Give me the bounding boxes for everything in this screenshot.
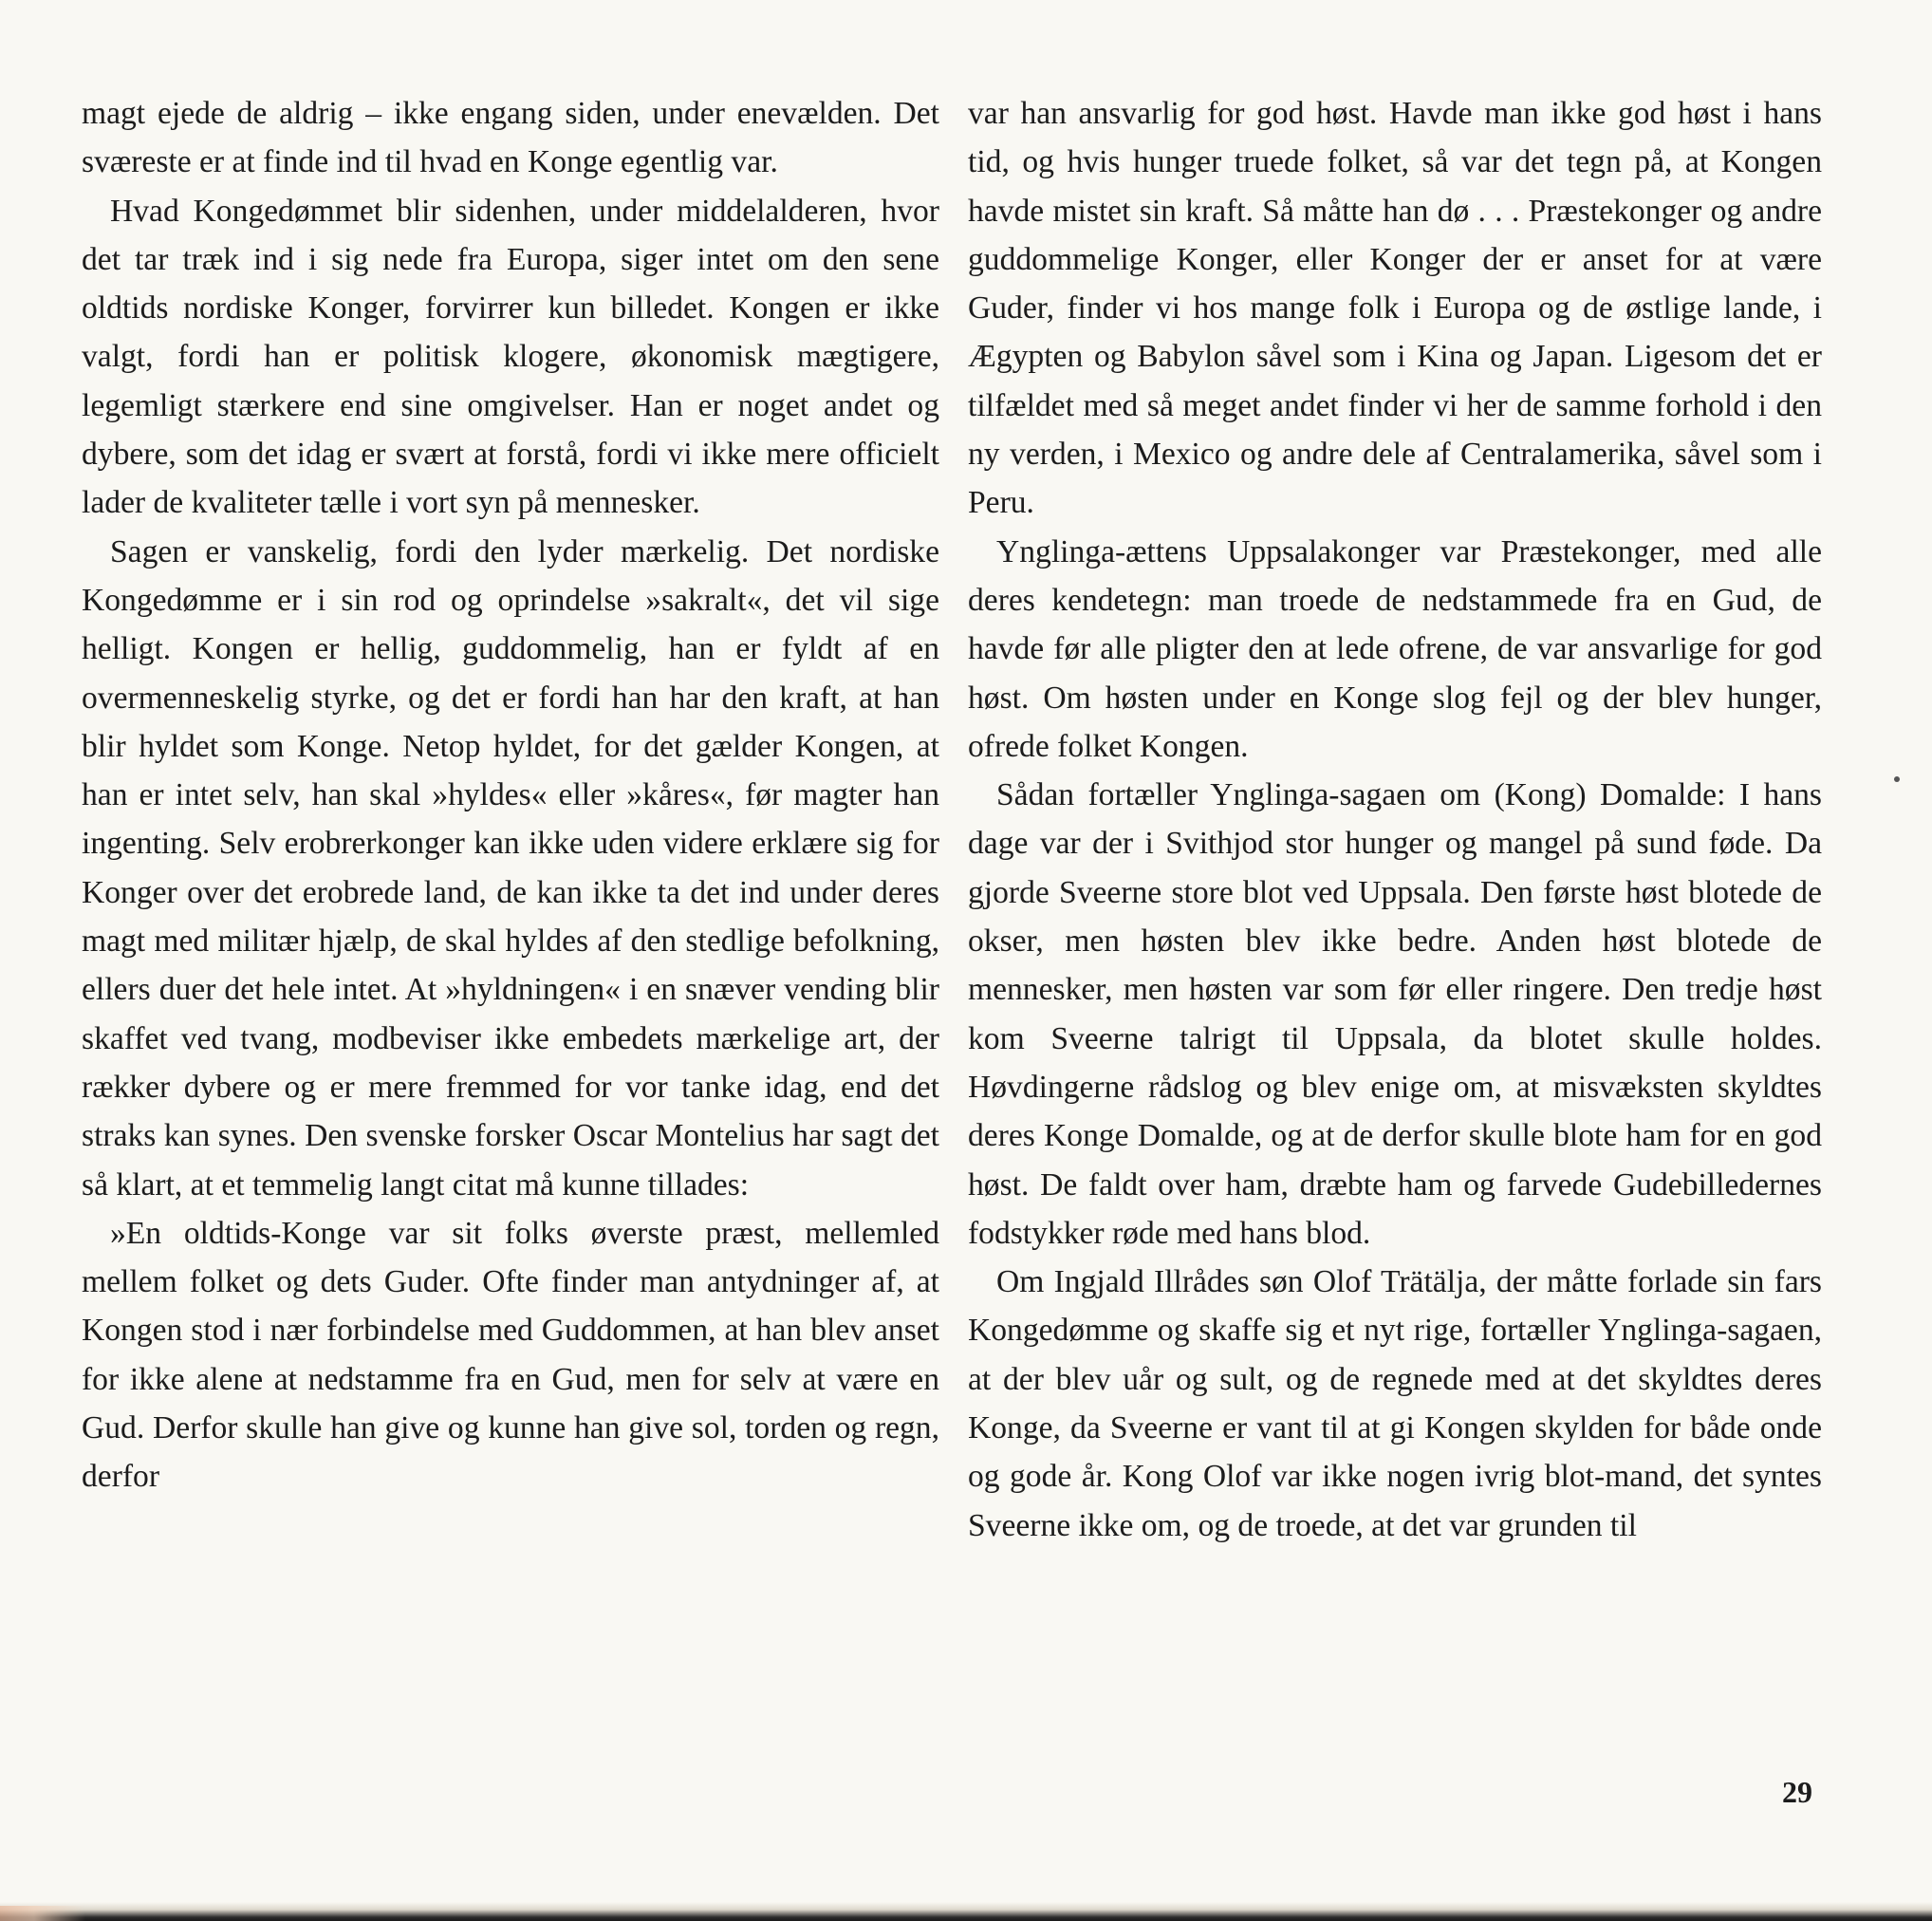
page-corner-mark <box>0 1906 85 1921</box>
paragraph: Om Ingjald Illrådes søn Olof Trätälja, der måtte forlade sin fars Kongedømme og skaffe sig et nyt rige, fortæller Ynglinga-sagaen, at der blev uår og sult, og de regnede med at det skyldtes deres Konge, da Sveerne er vant til at gi Kongen skylden for både onde og gode år. Kong Olof var ikke nogen ivrig blot-mand, det syntes Sveerne ikke om, og de troede, at det var grunden til <box>968 1264 1822 1543</box>
paragraph: Sagen er vanskelig, fordi den lyder mærkelig. Det nordiske Kongedømme er i sin rod og oprindelse »sakralt«, det vil sige helligt. Kongen er hellig, guddommelig, han er fyldt af en overmenneskelig styrke, og det er fordi han har den kraft, at han blir hyldet som Konge. Netop hyldet, for det gælder Kongen, at han er intet selv, han skal »hyldes« eller »kåres«, før magter han ingenting. Selv erobrerkonger kan ikke uden videre erklære sig for Konger over det erobrede land, de kan ikke ta det ind under deres magt med militær hjælp, de skal hyldes af den stedlige befolkning, ellers duer det hele intet. At »hyldningen« i en snæver vending blir skaffet ved tvang, modbeviser ikke embedets mærkelige art, der rækker dybere og er mere fremmed for vor tanke idag, end det straks kan synes. Den svenske forsker Oscar Montelius har sagt det så klart, at et temmelig langt citat må kunne tillades: <box>82 533 939 1203</box>
page-bottom-edge <box>0 1902 1932 1921</box>
paragraph: »En oldtids-Konge var sit folks øverste præst, mellemled mellem folket og dets Guder. Ofte finder man antydninger af, at Kongen stod i nær forbindelse med Guddommen, at han blev anset for ikke alene at nedstamme fra en Gud, men for selv at være en Gud. Derfor skulle han give og kunne han give sol, torden og regn, derfor <box>82 1215 939 1495</box>
paragraph: magt ejede de aldrig – ikke engang siden, under enevælden. Det sværeste er at finde ind til hvad en Konge egentlig var. <box>82 96 939 180</box>
paragraph: Hvad Kongedømmet blir sidenhen, under middelalderen, hvor det tar træk ind i sig nede fra Europa, siger intet om den sene oldtids nordiske Konger, forvirrer kun billedet. Kongen er ikke valgt, fordi han er politisk klogere, økonomisk mægtigere, legemligt stærkere end sine omgivelser. Han er noget andet og dybere, som det idag er svært at forstå, fordi vi ikke mere officielt lader de kvaliteter tælle i vort syn på mennesker. <box>82 193 939 521</box>
right-text-column <box>968 89 1822 1550</box>
paragraph: var han ansvarlig for god høst. Havde man ikke god høst i hans tid, og hvis hunger truede folket, så var det tegn på, at Kongen havde mistet sin kraft. Så måtte han dø . . . Præstekonger og andre guddommelige Konger, eller Konger der er anset for at være Guder, finder vi hos mange folk i Europa og de østlige lande, i Ægypten og Babylon såvel som i Kina og Japan. Ligesom det er tilfældet med så meget andet finder vi her de samme forhold i den ny verden, i Mexico og andre dele af Centralamerika, såvel som i Peru. <box>968 96 1822 521</box>
margin-mark <box>1894 776 1900 782</box>
paragraph: Ynglinga-ættens Uppsalakonger var Præstekonger, med alle deres kendetegn: man troede de nedstammede fra en Gud, de havde før alle pligter den at lede ofrene, de var ansvarlige for god høst. Om høsten under en Konge slog fejl og der blev hunger, ofrede folket Kongen. <box>968 533 1822 764</box>
page-number: 29 <box>1782 1775 1812 1809</box>
paragraph: Sådan fortæller Ynglinga-sagaen om (Kong) Domalde: I hans dage var der i Svithjod stor hunger og mangel på sund føde. Da gjorde Sveerne store blot ved Uppsala. Den første høst blotede de okser, men høsten blev ikke bedre. Anden høst blotede de mennesker, men høsten var som før eller ringere. Den tredje høst kom Sveerne talrigt til Uppsala, da blotet skulle holdes. Høvdingerne rådslog og blev enige om, at misvæksten skyldtes deres Konge Domalde, og at de derfor skulle blote ham for en god høst. De faldt over ham, dræbte ham og farvede Gudebilledernes fodstykker røde med hans blod. <box>968 777 1822 1251</box>
left-text-column <box>82 89 939 1501</box>
